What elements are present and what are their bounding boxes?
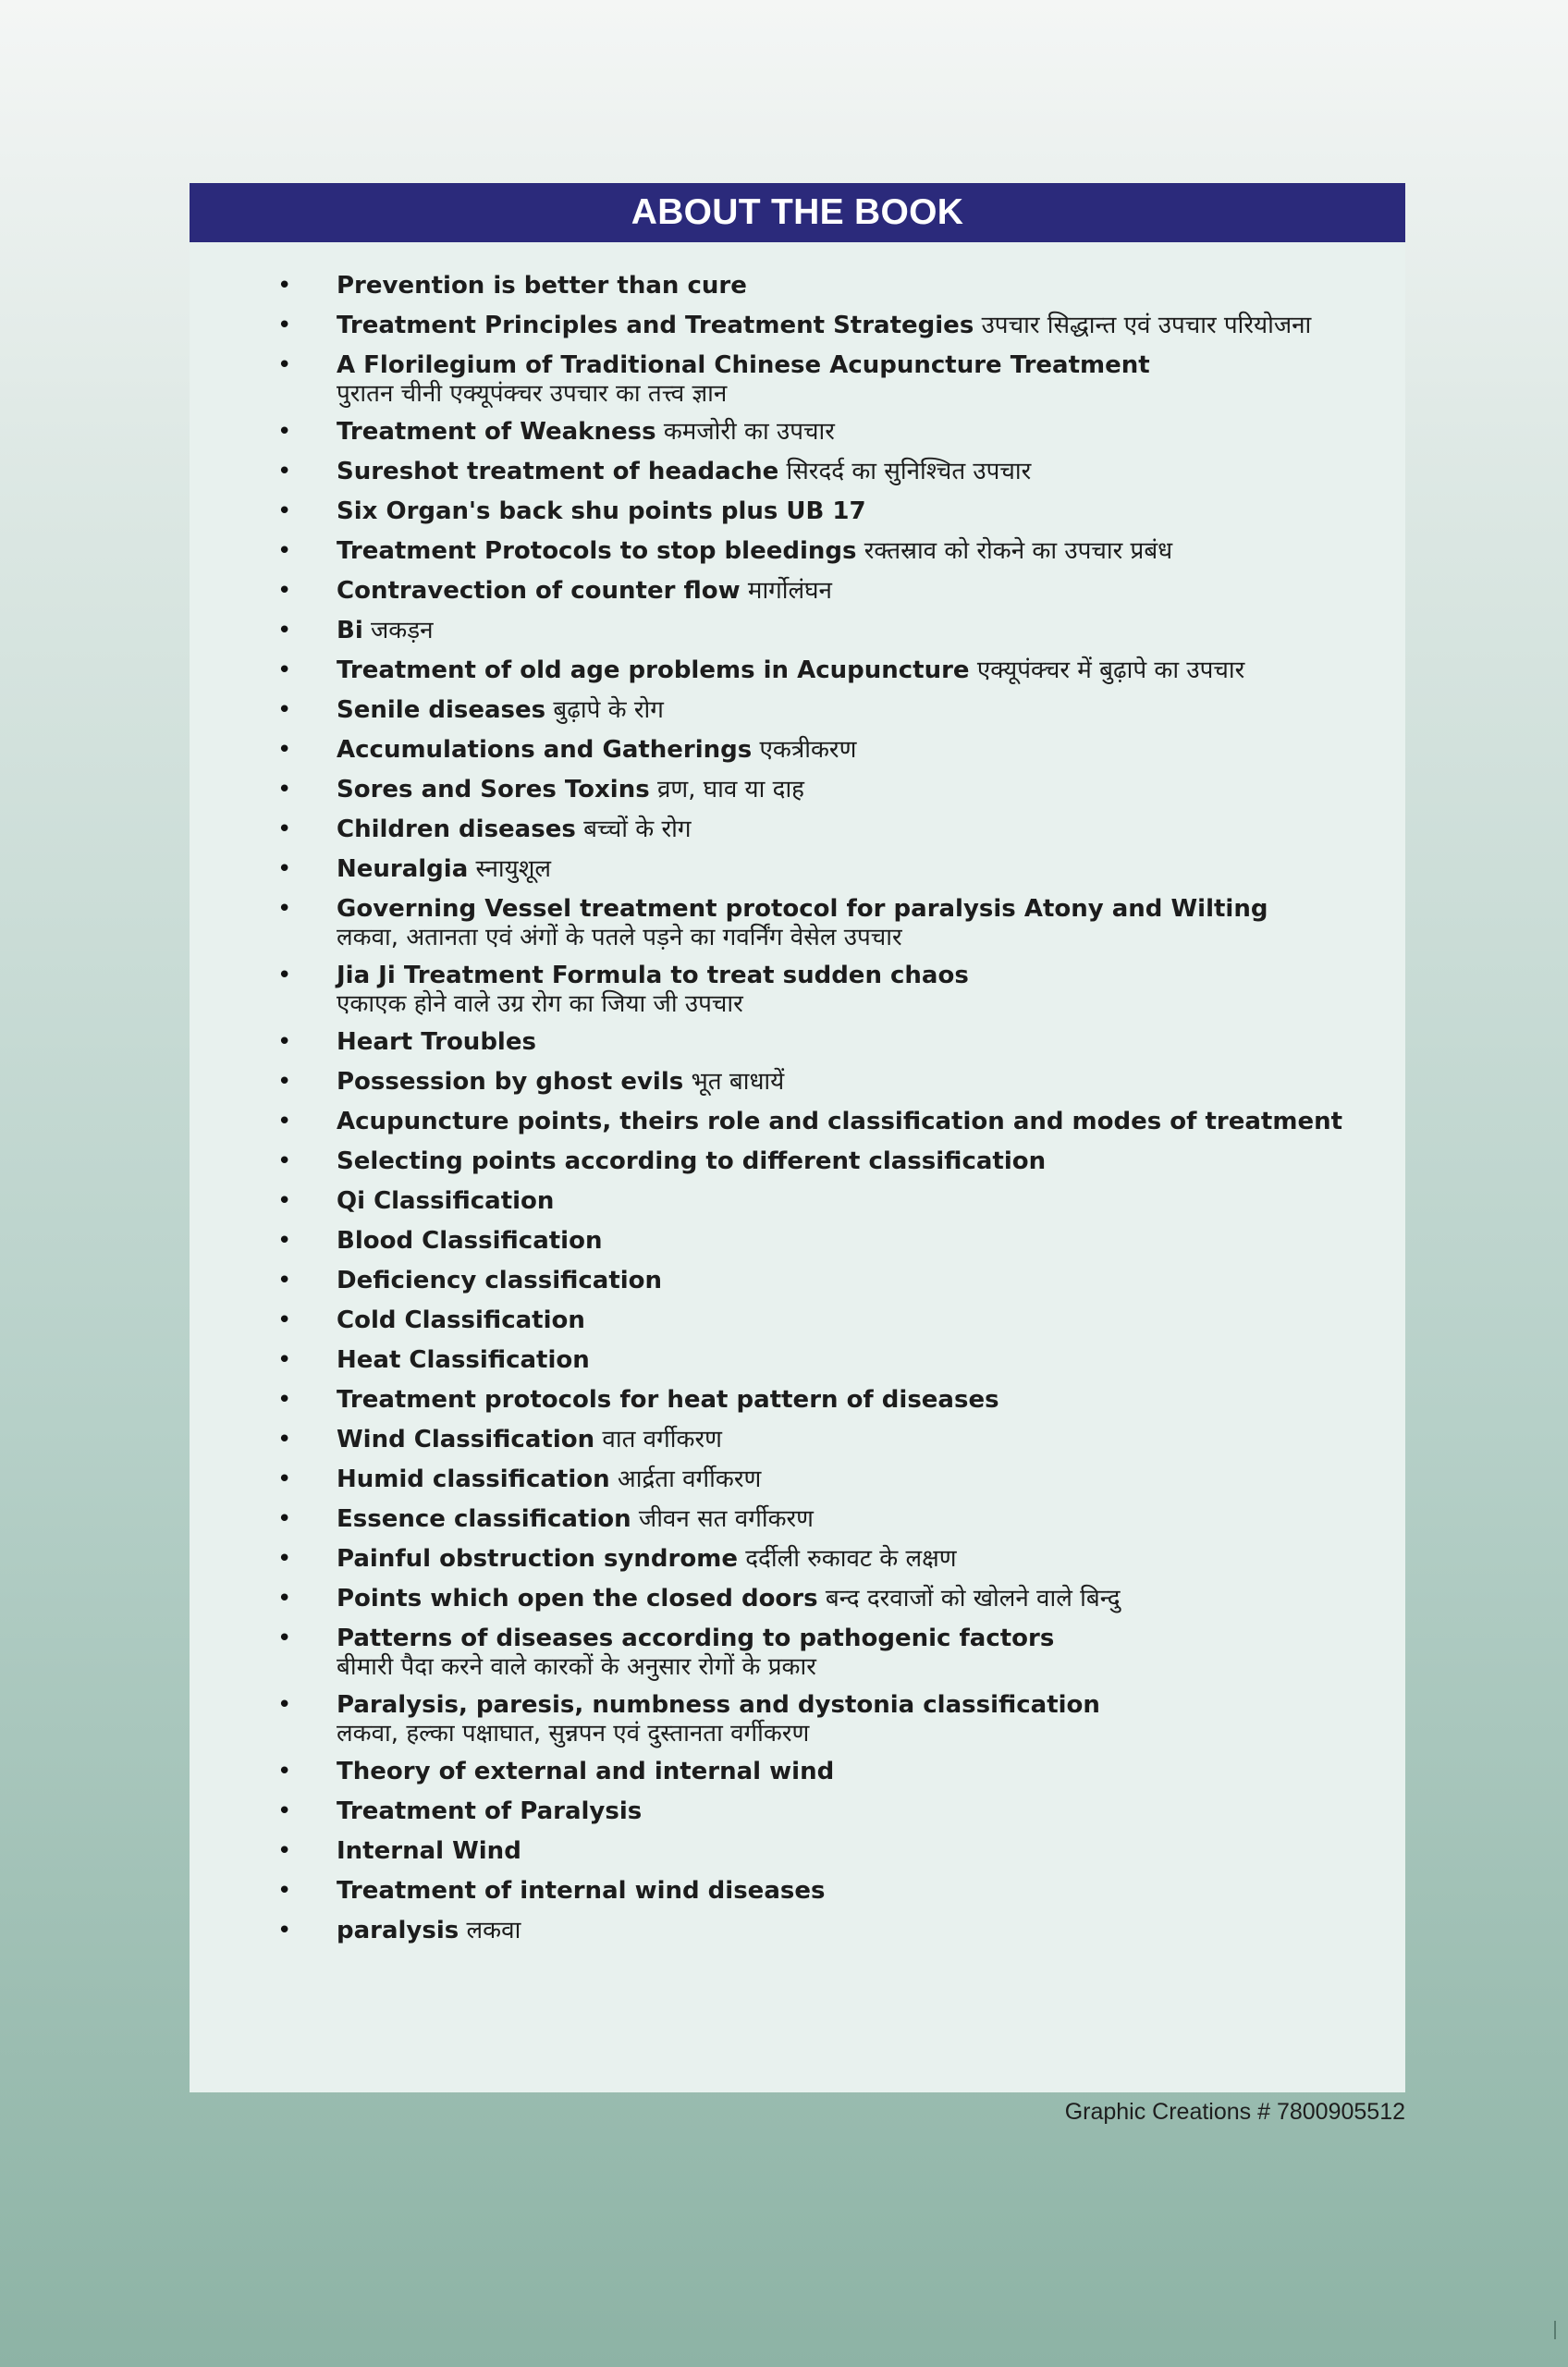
list-item <box>190 772 1405 807</box>
item-hindi-text: बन्द दरवाजों को खोलने वाले बिन्दु <box>825 1585 1121 1613</box>
bullet-icon: • <box>277 537 292 565</box>
item-english-text: Theory of external and internal wind <box>337 1758 835 1785</box>
item-english-text: Patterns of diseases according to pathogenic factors <box>337 1625 1055 1652</box>
item-hindi-text: सिरदर्द का सुनिश्चित उपचार <box>786 458 1032 485</box>
item-english-text: Jia Ji Treatment Formula to treat sudden chaos <box>337 962 969 989</box>
bullet-icon: • <box>277 1346 292 1374</box>
bullet-icon: • <box>277 577 292 605</box>
bullet-icon: • <box>277 816 292 843</box>
bullet-icon: • <box>277 1068 292 1096</box>
item-english-text: Deficiency classification <box>337 1267 663 1294</box>
list-item <box>190 1184 1405 1219</box>
item-hindi-text: आर्द्रता वर्गीकरण <box>617 1466 762 1493</box>
bullet-icon: • <box>277 497 292 525</box>
item-english-text: Paralysis, paresis, numbness and dystonia classification <box>337 1691 1100 1719</box>
bullet-icon: • <box>277 1108 292 1135</box>
bullet-icon: • <box>277 1028 292 1056</box>
item-english-text: Accumulations and Gatherings <box>337 736 753 764</box>
list-item <box>190 533 1405 569</box>
item-hindi-text: लकवा <box>466 1917 521 1944</box>
list-item <box>190 1687 1405 1749</box>
list-item <box>190 268 1405 303</box>
item-hindi-subline: एकाएक होने वाले उग्र रोग का जिया जी उपचार <box>337 990 743 1018</box>
item-english-text: Acupuncture points, theirs role and classification and modes of treatment <box>337 1108 1343 1135</box>
item-english-text: Heart Troubles <box>337 1028 536 1056</box>
item-english-text: Cold Classification <box>337 1306 585 1334</box>
item-english-text: Contravection of counter flow <box>337 577 741 605</box>
list-item <box>190 494 1405 529</box>
item-hindi-text: व्रण, घाव या दाह <box>656 776 804 803</box>
bullet-icon: • <box>277 1505 292 1533</box>
item-english-text: Essence classification <box>337 1505 631 1533</box>
item-hindi-subline: पुरातन चीनी एक्यूपंक्चर उपचार का तत्त्व ज्ञान <box>337 380 728 408</box>
item-english-text: Governing Vessel treatment protocol for paralysis Atony and Wilting <box>337 895 1268 923</box>
item-english-text: Treatment of internal wind diseases <box>337 1877 826 1905</box>
list-item <box>190 573 1405 608</box>
bullet-icon: • <box>277 962 292 989</box>
item-english-text: Six Organ's back shu points plus UB 17 <box>337 497 866 525</box>
list-item <box>190 1104 1405 1139</box>
bullet-icon: • <box>277 272 292 300</box>
bullet-icon: • <box>277 1466 292 1493</box>
bullet-icon: • <box>277 1267 292 1294</box>
item-english-text: Possession by ghost evils <box>337 1068 684 1096</box>
list-item <box>190 693 1405 728</box>
bullet-icon: • <box>277 1691 292 1719</box>
bullet-icon: • <box>277 458 292 485</box>
list-item <box>190 1913 1405 1948</box>
list-item <box>190 891 1405 953</box>
list-item <box>190 1024 1405 1060</box>
item-english-text: Treatment of Paralysis <box>337 1797 643 1825</box>
item-english-text: Qi Classification <box>337 1187 555 1215</box>
item-hindi-subline: लकवा, हल्का पक्षाघात, सुन्नपन एवं दुस्तानता वर्गीकरण <box>337 1720 810 1748</box>
bullet-icon: • <box>277 1227 292 1255</box>
bullet-icon: • <box>277 1147 292 1175</box>
list-item <box>190 958 1405 1020</box>
item-hindi-text: रक्तस्राव को रोकने का उपचार प्रबंध <box>864 537 1173 565</box>
bullet-icon: • <box>277 1585 292 1613</box>
bullet-icon: • <box>277 1187 292 1215</box>
bullet-icon: • <box>277 855 292 883</box>
item-english-text: Neuralgia <box>337 855 469 883</box>
item-hindi-text: वात वर्गीकरण <box>602 1426 722 1453</box>
item-english-text: Painful obstruction syndrome <box>337 1545 738 1573</box>
item-hindi-text: दर्दीली रुकावट के लक्षण <box>745 1545 957 1573</box>
list-item <box>190 1502 1405 1537</box>
item-hindi-text: एकत्रीकरण <box>759 736 857 764</box>
item-hindi-text: बच्चों के रोग <box>583 816 692 843</box>
item-hindi-text: उपचार सिद्धान्त एवं उपचार परियोजना <box>981 312 1312 339</box>
bullet-icon: • <box>277 736 292 764</box>
list-item <box>190 1382 1405 1417</box>
item-hindi-subline: लकवा, अतानता एवं अंगों के पतले पड़ने का गवर्निंग वेसेल उपचार <box>337 924 902 951</box>
list-item <box>190 348 1405 410</box>
bullet-icon: • <box>277 776 292 803</box>
item-english-text: Treatment of old age problems in Acupuncture <box>337 656 970 684</box>
bullet-icon: • <box>277 418 292 446</box>
bullet-icon: • <box>277 1545 292 1573</box>
item-hindi-text: जकड़न <box>371 617 434 644</box>
item-english-text: paralysis <box>337 1917 459 1944</box>
list-item <box>190 1581 1405 1616</box>
item-english-text: Treatment Protocols to stop bleedings <box>337 537 857 565</box>
item-english-text: Bi <box>337 617 363 644</box>
bullet-icon: • <box>277 696 292 724</box>
list-item <box>190 1422 1405 1457</box>
bullet-icon: • <box>277 351 292 379</box>
list-item <box>190 1794 1405 1829</box>
list-item <box>190 308 1405 343</box>
item-english-text: Sores and Sores Toxins <box>337 776 650 803</box>
list-item <box>190 414 1405 449</box>
list-item <box>190 1541 1405 1576</box>
item-english-text: Treatment Principles and Treatment Strategies <box>337 312 974 339</box>
item-english-text: Treatment protocols for heat pattern of diseases <box>337 1386 999 1414</box>
bullet-icon: • <box>277 1625 292 1652</box>
list-item <box>190 1621 1405 1683</box>
bullet-icon: • <box>277 1426 292 1453</box>
item-english-text: Heat Classification <box>337 1346 590 1374</box>
bullet-icon: • <box>277 1306 292 1334</box>
bullet-icon: • <box>277 1758 292 1785</box>
topic-list <box>190 268 1405 1953</box>
item-english-text: Blood Classification <box>337 1227 603 1255</box>
item-hindi-text: जीवन सत वर्गीकरण <box>638 1505 814 1533</box>
list-item <box>190 1303 1405 1338</box>
item-english-text: Senile diseases <box>337 696 546 724</box>
list-item <box>190 812 1405 847</box>
list-item <box>190 1834 1405 1869</box>
item-english-text: Sureshot treatment of headache <box>337 458 779 485</box>
item-hindi-text: स्नायुशूल <box>475 855 552 883</box>
list-item <box>190 1144 1405 1179</box>
item-english-text: Children diseases <box>337 816 576 843</box>
list-item <box>190 454 1405 489</box>
bullet-icon: • <box>277 1386 292 1414</box>
list-item <box>190 852 1405 887</box>
bullet-icon: • <box>277 1917 292 1944</box>
item-hindi-text: भूत बाधायें <box>691 1068 785 1096</box>
item-english-text: Selecting points according to different classification <box>337 1147 1047 1175</box>
bullet-icon: • <box>277 1797 292 1825</box>
item-english-text: Treatment of Weakness <box>337 418 656 446</box>
bullet-icon: • <box>277 656 292 684</box>
list-item <box>190 613 1405 648</box>
list-item <box>190 1223 1405 1258</box>
page-title: ABOUT THE BOOK <box>190 183 1405 242</box>
item-english-text: Points which open the closed doors <box>337 1585 818 1613</box>
page-edge-mark <box>1554 2321 1556 2339</box>
list-item <box>190 653 1405 688</box>
list-item <box>190 1873 1405 1908</box>
list-item <box>190 1064 1405 1099</box>
bullet-icon: • <box>277 1877 292 1905</box>
list-item <box>190 1754 1405 1789</box>
item-hindi-text: कमजोरी का उपचार <box>663 418 835 446</box>
item-english-text: Prevention is better than cure <box>337 272 747 300</box>
list-item <box>190 1263 1405 1298</box>
bullet-icon: • <box>277 617 292 644</box>
bullet-icon: • <box>277 895 292 923</box>
bullet-icon: • <box>277 1837 292 1865</box>
item-hindi-subline: बीमारी पैदा करने वाले कारकों के अनुसार रोगों के प्रकार <box>337 1653 816 1681</box>
credit-line: Graphic Creations # 7800905512 <box>1064 2099 1405 2125</box>
bullet-icon: • <box>277 312 292 339</box>
item-english-text: Wind Classification <box>337 1426 595 1453</box>
list-item <box>190 1343 1405 1378</box>
item-hindi-text: मार्गोलंघन <box>747 577 832 605</box>
item-english-text: Internal Wind <box>337 1837 521 1865</box>
item-hindi-text: एक्यूपंक्चर में बुढ़ापे का उपचार <box>976 656 1245 684</box>
item-english-text: Humid classification <box>337 1466 610 1493</box>
about-book-panel <box>190 183 1405 2092</box>
item-hindi-text: बुढ़ापे के रोग <box>553 696 664 724</box>
item-english-text: A Florilegium of Traditional Chinese Acupuncture Treatment <box>337 351 1150 379</box>
list-item <box>190 1462 1405 1497</box>
list-item <box>190 732 1405 767</box>
